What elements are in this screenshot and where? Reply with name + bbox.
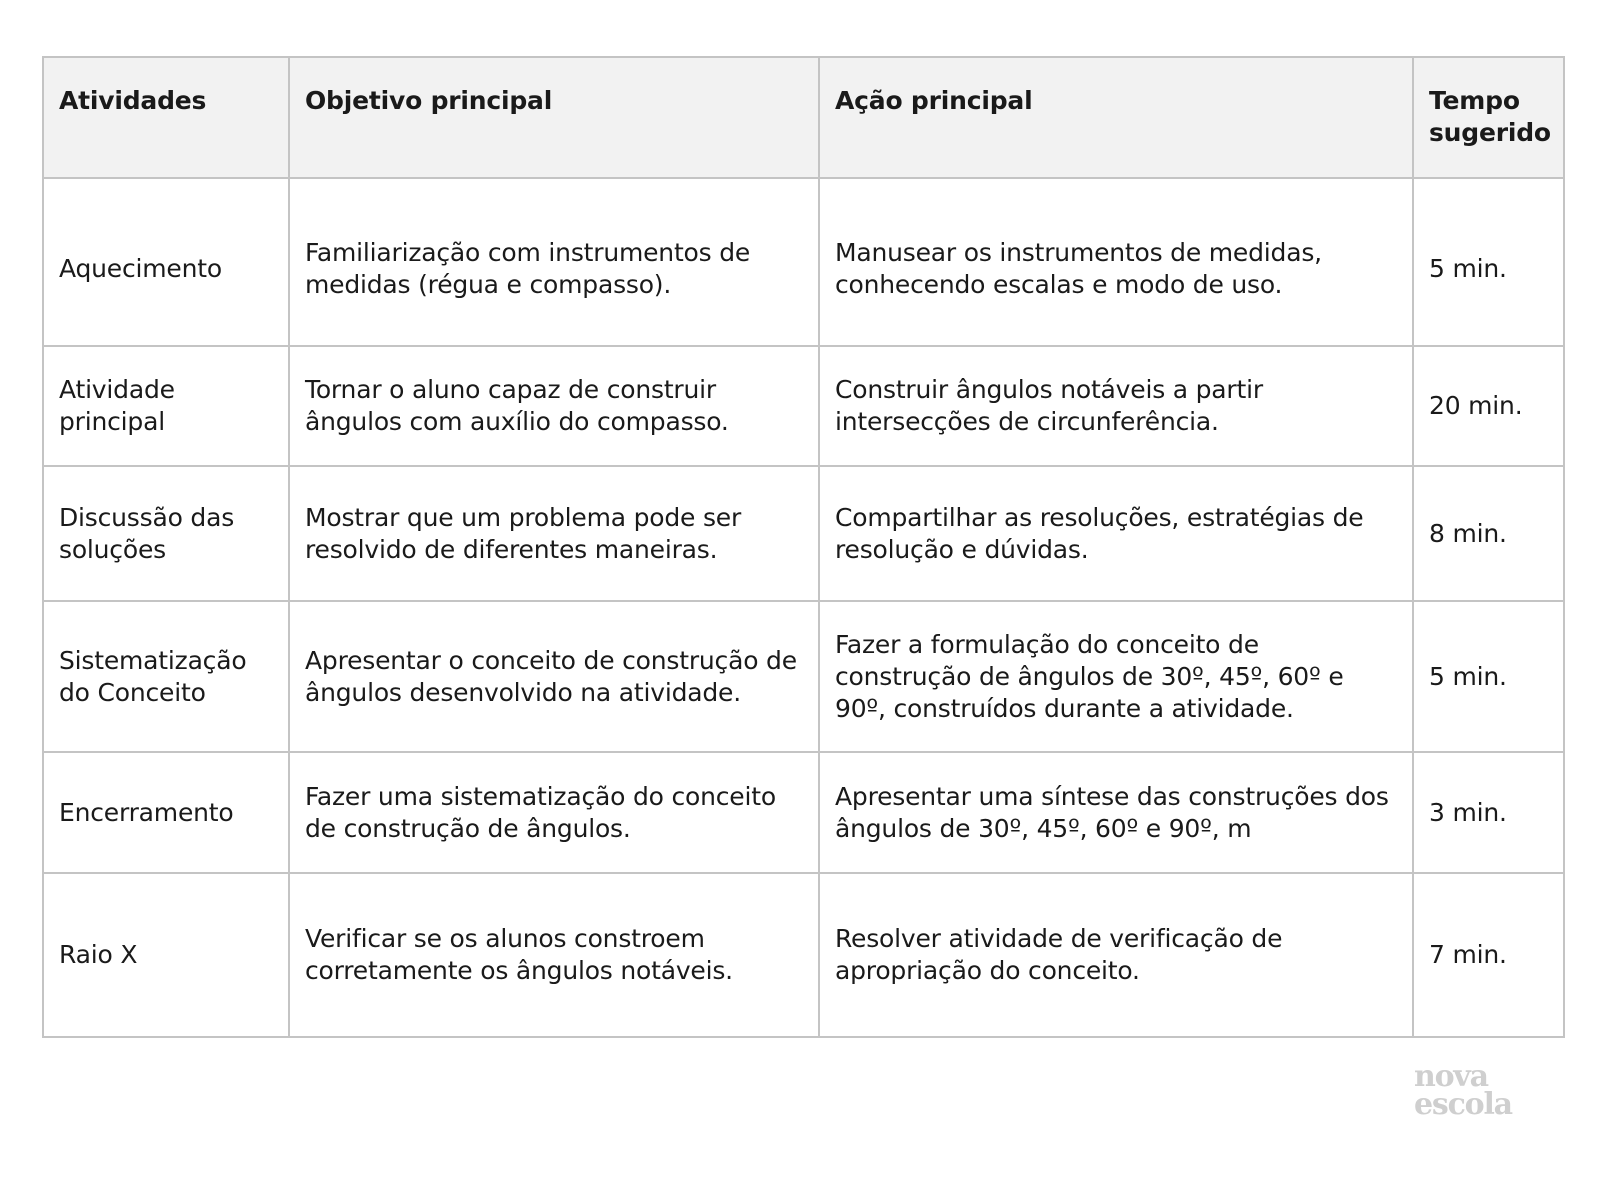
header-tempo-sugerido: Tempo sugerido	[1413, 57, 1564, 178]
table-body	[43, 178, 1564, 1037]
cell-acao: Construir ângulos notáveis a partir intersecções de circunferência.	[819, 346, 1413, 466]
cell-objetivo: Apresentar o conceito de construção de ângulos desenvolvido na atividade.	[289, 601, 819, 752]
cell-acao: Compartilhar as resoluções, estratégias de resolução e dúvidas.	[819, 466, 1413, 601]
cell-atividade: Raio X	[43, 873, 289, 1037]
cell-objetivo: Fazer uma sistematização do conceito de construção de ângulos.	[289, 752, 819, 873]
table-header	[43, 57, 1564, 178]
cell-tempo: 5 min.	[1413, 178, 1564, 346]
cell-tempo: 3 min.	[1413, 752, 1564, 873]
table-row	[43, 752, 1564, 873]
logo-line-escola: escola	[1414, 1087, 1512, 1122]
cell-objetivo: Familiarização com instrumentos de medidas (régua e compasso).	[289, 178, 819, 346]
cell-acao: Resolver atividade de verificação de apropriação do conceito.	[819, 873, 1413, 1037]
lesson-plan-table	[42, 56, 1565, 1038]
cell-tempo: 20 min.	[1413, 346, 1564, 466]
table-row	[43, 178, 1564, 346]
cell-objetivo: Verificar se os alunos constroem corretamente os ângulos notáveis.	[289, 873, 819, 1037]
cell-atividade: Encerramento	[43, 752, 289, 873]
table-row	[43, 466, 1564, 601]
table-row	[43, 346, 1564, 466]
cell-objetivo: Mostrar que um problema pode ser resolvido de diferentes maneiras.	[289, 466, 819, 601]
cell-atividade: Discussão das soluções	[43, 466, 289, 601]
header-objetivo-principal: Objetivo principal	[289, 57, 819, 178]
logo-line-nova: nova	[1414, 1059, 1488, 1094]
cell-acao: Apresentar uma síntese das construções dos ângulos de 30º, 45º, 60º e 90º, m	[819, 752, 1413, 873]
header-atividades: Atividades	[43, 57, 289, 178]
nova-escola-logo	[1414, 1059, 1534, 1122]
cell-tempo: 7 min.	[1413, 873, 1564, 1037]
cell-atividade: Sistematização do Conceito	[43, 601, 289, 752]
table-row	[43, 873, 1564, 1037]
table-row	[43, 601, 1564, 752]
cell-tempo: 5 min.	[1413, 601, 1564, 752]
cell-atividade: Atividade principal	[43, 346, 289, 466]
cell-tempo: 8 min.	[1413, 466, 1564, 601]
cell-atividade: Aquecimento	[43, 178, 289, 346]
header-row	[43, 57, 1564, 178]
cell-acao: Fazer a formulação do conceito de construção de ângulos de 30º, 45º, 60º e 90º, construídos durante a atividade.	[819, 601, 1413, 752]
header-acao-principal: Ação principal	[819, 57, 1413, 178]
cell-objetivo: Tornar o aluno capaz de construir ângulos com auxílio do compasso.	[289, 346, 819, 466]
cell-acao: Manusear os instrumentos de medidas, conhecendo escalas e modo de uso.	[819, 178, 1413, 346]
